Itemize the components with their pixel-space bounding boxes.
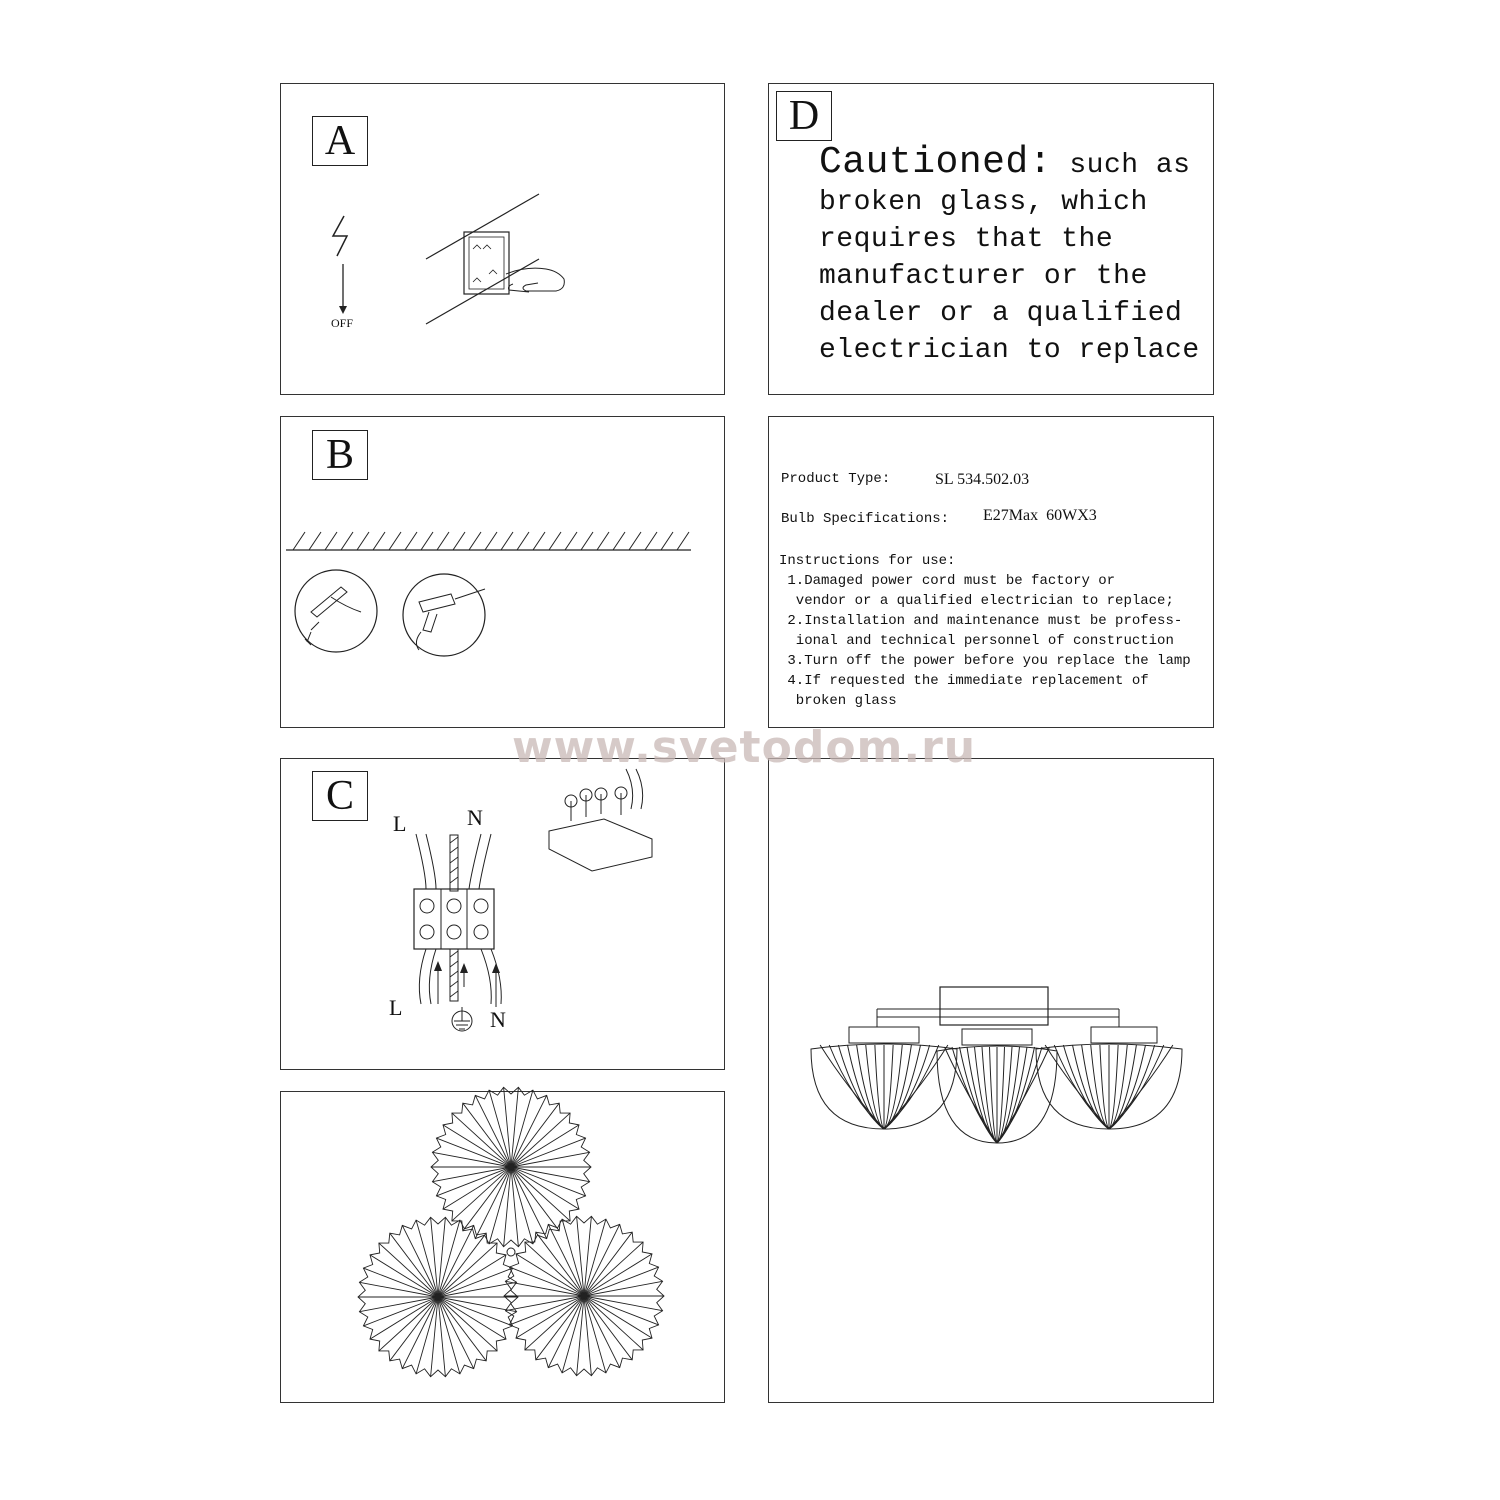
wall-switch-icon (464, 232, 509, 294)
caution-line: requires that the (819, 224, 1114, 255)
instructions-heading: Instructions for use: (779, 553, 956, 569)
wire-label-n-bottom: N (490, 1007, 506, 1032)
connector-block-icon (549, 769, 652, 871)
shade-center (937, 1046, 1057, 1143)
wire-label-l-top: L (393, 811, 407, 836)
panel-d (768, 83, 1214, 395)
panel-b (280, 416, 725, 728)
wire-label-l-bottom: L (389, 995, 403, 1020)
shade-disc-right (504, 1216, 664, 1375)
instruction-line: broken glass (779, 693, 897, 709)
product-type-value: SL 534.502.03 (935, 471, 1030, 488)
shade-right (1036, 1044, 1182, 1129)
pencil-marking-icon (295, 570, 377, 652)
panel-b-label: B (312, 430, 368, 480)
drill-icon (403, 574, 485, 656)
panel-c-label: C (312, 771, 368, 821)
lamp-side-view-drawing (769, 759, 1215, 1404)
terminal-block-icon (414, 889, 494, 949)
panel-a-label: A (312, 116, 368, 166)
watermark: www.svetodom.ru (512, 722, 977, 773)
bulb-spec-label: Bulb Specifications: (781, 511, 950, 527)
panel-d-label: D (776, 91, 832, 141)
off-label: OFF (331, 316, 354, 330)
instruction-line: 1.Damaged power cord must be factory or (779, 573, 1116, 589)
lightning-icon (333, 216, 347, 256)
center-hub (507, 1248, 515, 1256)
ceiling-drill-illustration (281, 417, 726, 729)
caution-text (819, 141, 1200, 369)
panel-a (280, 83, 725, 395)
caution-line: manufacturer or the (819, 261, 1148, 292)
instruction-line: 3.Turn off the power before you replace the lamp (779, 653, 1191, 669)
instructions (779, 551, 1191, 711)
wiring-diagram (281, 759, 726, 1071)
shade-left (811, 1044, 957, 1129)
power-off-illustration (281, 84, 726, 396)
panel-specs (768, 416, 1214, 728)
hand-icon (506, 268, 564, 292)
panel-side-view (768, 758, 1214, 1403)
instruction-line: 2.Installation and maintenance must be profess- (779, 613, 1183, 629)
caution-line: electrician to replace (819, 335, 1200, 366)
instruction-line: vendor or a qualified electrician to replace; (779, 593, 1174, 609)
caution-heading: Cautioned: (819, 141, 1053, 184)
product-type-label: Product Type: (781, 471, 891, 487)
bulb-spec-value: E27Max 60WX3 (983, 507, 1097, 524)
panel-top-view (280, 1091, 725, 1403)
caution-line: such as (1069, 150, 1191, 181)
arrow-down-icon (339, 306, 347, 314)
caution-line: broken glass, which (819, 187, 1148, 218)
panel-c (280, 758, 725, 1070)
wire-label-n-top: N (467, 805, 483, 830)
caution-line: dealer or a qualified (819, 298, 1183, 329)
lamp-top-view-drawing (281, 1092, 726, 1404)
instruction-line: ional and technical personnel of construction (779, 633, 1174, 649)
instruction-line: 4.If requested the immediate replacement of (779, 673, 1149, 689)
